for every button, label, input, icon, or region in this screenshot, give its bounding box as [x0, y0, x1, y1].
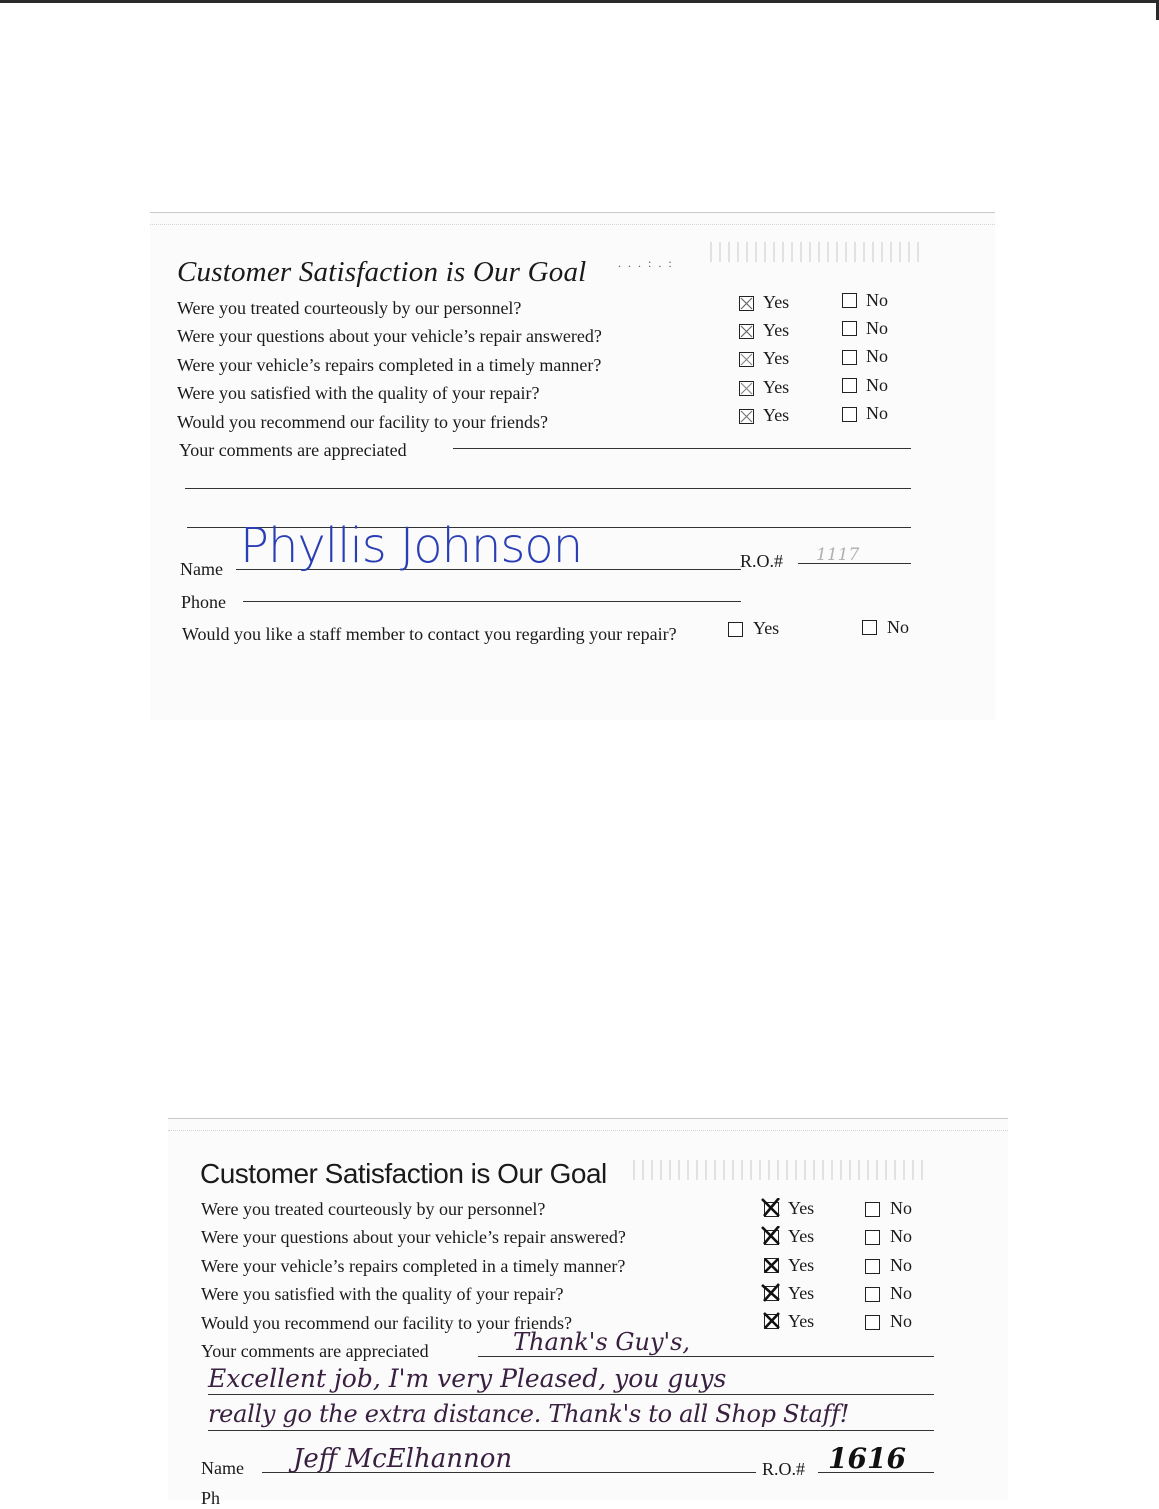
- yes-label: Yes: [763, 320, 790, 340]
- no-checkbox-3[interactable]: [842, 350, 857, 365]
- question-4: Were you satisfied with the quality of your repair?: [201, 1284, 564, 1304]
- card-edge-dotted: [168, 1130, 1008, 1131]
- yes-checkbox-3[interactable]: [764, 1258, 779, 1273]
- ro-label: R.O.#: [740, 551, 784, 571]
- comments-line-1[interactable]: [453, 448, 911, 449]
- yes-label: Yes: [763, 348, 790, 368]
- print-artifact: . . . : . :: [618, 256, 674, 270]
- print-artifact-bars: [710, 242, 925, 262]
- yes-checkbox-1[interactable]: [764, 1202, 779, 1217]
- no-checkbox-4[interactable]: [842, 378, 857, 393]
- contact-yes-label: Yes: [753, 618, 780, 638]
- no-label: No: [890, 1311, 912, 1331]
- no-label: No: [866, 318, 888, 338]
- no-label: No: [890, 1255, 912, 1275]
- name-signature: Jeff McElhannon: [293, 1444, 513, 1474]
- yes-label: Yes: [788, 1283, 815, 1303]
- question-4: Were you satisfied with the quality of your repair?: [177, 383, 540, 403]
- question-5: Would you recommend our facility to your friends?: [177, 412, 548, 432]
- no-checkbox-5[interactable]: [842, 407, 857, 422]
- yes-checkbox-4[interactable]: [739, 381, 754, 396]
- yes-label: Yes: [788, 1311, 815, 1331]
- yes-checkbox-1[interactable]: [739, 296, 754, 311]
- comment-handwriting-2: Excellent job, I'm very Pleased, you guys: [208, 1364, 727, 1393]
- yes-label: Yes: [763, 292, 790, 312]
- yes-checkbox-5[interactable]: [764, 1314, 779, 1329]
- no-label: No: [866, 375, 888, 395]
- question-5: Would you recommend our facility to your friends?: [201, 1313, 572, 1333]
- comments-line-2[interactable]: [208, 1394, 934, 1395]
- yes-label: Yes: [763, 405, 790, 425]
- name-signature: Phyllis Johnson: [240, 518, 583, 574]
- no-label: No: [866, 403, 888, 423]
- no-checkbox-1[interactable]: [842, 293, 857, 308]
- comments-line-1[interactable]: [478, 1356, 934, 1357]
- name-label: Name: [201, 1458, 244, 1478]
- yes-checkbox-3[interactable]: [739, 352, 754, 367]
- print-artifact-bars: [633, 1160, 923, 1180]
- ro-value: 1616: [828, 1442, 906, 1475]
- contact-question: Would you like a staff member to contact you regarding your repair?: [182, 624, 677, 644]
- question-1: Were you treated courteously by our personnel?: [177, 298, 522, 318]
- no-label: No: [890, 1198, 912, 1218]
- yes-checkbox-5[interactable]: [739, 409, 754, 424]
- comments-line-3[interactable]: [208, 1430, 934, 1431]
- card-title: Customer Satisfaction is Our Goal: [200, 1158, 607, 1189]
- no-label: No: [890, 1283, 912, 1303]
- no-checkbox-5[interactable]: [865, 1315, 880, 1330]
- card-edge-dotted: [150, 224, 995, 225]
- name-label: Name: [180, 559, 223, 579]
- no-label: No: [866, 346, 888, 366]
- ro-value: 1117: [816, 545, 860, 565]
- no-checkbox-2[interactable]: [842, 321, 857, 336]
- comments-label: Your comments are appreciated: [179, 440, 407, 460]
- phone-label-partial: Ph: [201, 1488, 221, 1508]
- no-checkbox-3[interactable]: [865, 1259, 880, 1274]
- no-checkbox-4[interactable]: [865, 1287, 880, 1302]
- survey-card-2: [168, 1118, 1008, 1508]
- no-checkbox-1[interactable]: [865, 1202, 880, 1217]
- survey-card-1: [150, 212, 995, 720]
- card-title: Customer Satisfaction is Our Goal: [177, 256, 587, 288]
- no-label: No: [866, 290, 888, 310]
- yes-checkbox-4[interactable]: [764, 1286, 779, 1301]
- comment-handwriting-3: really go the extra distance. Thank's to all Shop Staff!: [208, 1400, 850, 1428]
- yes-label: Yes: [788, 1226, 815, 1246]
- phone-label: Phone: [181, 592, 226, 612]
- card-edge: [150, 212, 995, 213]
- page-top-edge: [0, 0, 1159, 3]
- yes-label: Yes: [788, 1255, 815, 1275]
- comments-label: Your comments are appreciated: [201, 1341, 429, 1361]
- ro-label: R.O.#: [762, 1459, 806, 1479]
- question-2: Were your questions about your vehicle’s repair answered?: [177, 326, 602, 346]
- contact-no-checkbox[interactable]: [862, 620, 877, 635]
- yes-label: Yes: [763, 377, 790, 397]
- no-checkbox-2[interactable]: [865, 1230, 880, 1245]
- yes-label: Yes: [788, 1198, 815, 1218]
- question-2: Were your questions about your vehicle’s repair answered?: [201, 1227, 626, 1247]
- yes-checkbox-2[interactable]: [764, 1230, 779, 1245]
- yes-checkbox-2[interactable]: [739, 324, 754, 339]
- phone-line[interactable]: [243, 601, 741, 602]
- contact-yes-checkbox[interactable]: [728, 622, 743, 637]
- question-3: Were your vehicle’s repairs completed in a timely manner?: [177, 355, 602, 375]
- contact-no-label: No: [887, 617, 909, 637]
- question-1: Were you treated courteously by our personnel?: [201, 1199, 546, 1219]
- comment-handwriting-1: Thank's Guy's,: [513, 1328, 691, 1356]
- comments-line-2[interactable]: [185, 488, 911, 489]
- question-3: Were your vehicle’s repairs completed in a timely manner?: [201, 1256, 626, 1276]
- no-label: No: [890, 1226, 912, 1246]
- card-edge: [168, 1118, 1008, 1119]
